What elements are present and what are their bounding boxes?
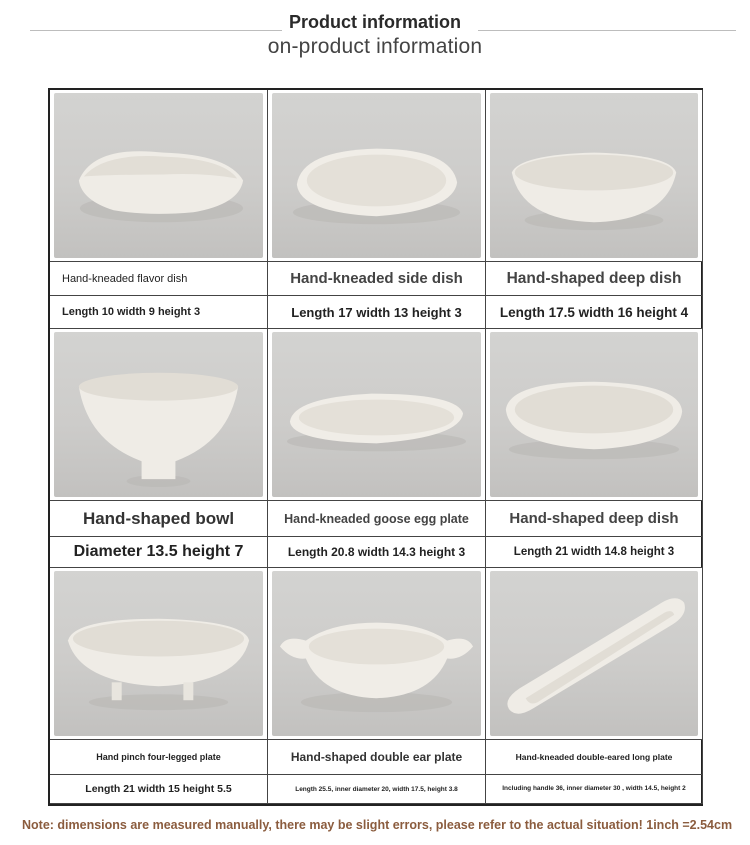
page-title: Product information <box>289 12 461 32</box>
product-dimensions: Length 21 width 14.8 height 3 <box>486 537 703 568</box>
product-name: Hand-shaped bowl <box>50 501 268 537</box>
deep-dish-photo <box>490 93 698 258</box>
measurement-note: Note: dimensions are measured manually, there may be slight errors, please refer to the actual situation! 1inch =2.54cm <box>22 818 733 832</box>
product-dimensions: Length 17.5 width 16 height 4 <box>486 296 703 329</box>
product-dimensions: Length 20.8 width 14.3 height 3 <box>268 537 486 568</box>
product-name: Hand-kneaded side dish <box>268 262 486 296</box>
product-photo-cell <box>50 568 268 740</box>
product-name: Hand-shaped deep dish <box>486 262 703 296</box>
product-name: Hand-shaped deep dish <box>486 501 703 537</box>
product-dimensions: Length 17 width 13 height 3 <box>268 296 486 329</box>
product-photo-cell <box>486 90 703 262</box>
product-photo-cell <box>268 568 486 740</box>
double-ear-plate-photo <box>272 571 481 736</box>
product-photo-cell <box>50 90 268 262</box>
product-photo-cell <box>268 329 486 501</box>
long-plate-photo <box>490 571 698 736</box>
header <box>0 0 750 80</box>
four-legged-plate-photo <box>54 571 263 736</box>
bowl-photo <box>54 332 263 497</box>
goose-egg-plate-photo <box>272 332 481 497</box>
product-photo-cell <box>268 90 486 262</box>
product-dimensions: Diameter 13.5 height 7 <box>50 537 268 568</box>
page-subtitle: on-product information <box>267 35 483 58</box>
side-dish-photo <box>272 93 481 258</box>
product-name: Hand pinch four-legged plate <box>50 740 268 775</box>
flavor-dish-photo <box>54 93 263 258</box>
product-photo-cell <box>50 329 268 501</box>
product-name: Hand-kneaded double-eared long plate <box>486 740 703 775</box>
product-dimensions: Length 21 width 15 height 5.5 <box>50 775 268 804</box>
product-name: Hand-kneaded flavor dish <box>50 262 268 296</box>
deep-dish-photo <box>490 332 698 497</box>
product-photo-cell <box>486 329 703 501</box>
product-dimensions: Including handle 36, inner diameter 30 , width 14.5, height 2 <box>486 775 703 804</box>
product-photo-cell <box>486 568 703 740</box>
product-grid <box>48 88 703 806</box>
product-dimensions: Length 25.5, inner diameter 20, width 17.5, height 3.8 <box>268 775 486 804</box>
product-dimensions: Length 10 width 9 height 3 <box>50 296 268 329</box>
product-name: Hand-kneaded goose egg plate <box>268 501 486 537</box>
product-name: Hand-shaped double ear plate <box>268 740 486 775</box>
